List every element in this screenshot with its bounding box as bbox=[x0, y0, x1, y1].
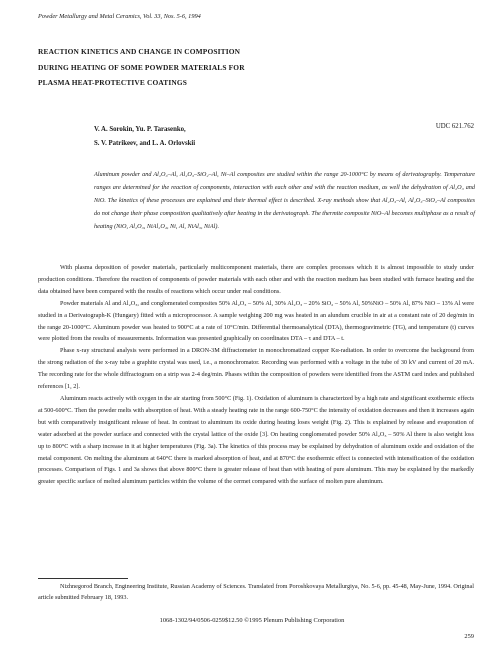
author-line: S. V. Patrikeev, and L. A. Orlovskii bbox=[94, 139, 196, 147]
title-line: PLASMA HEAT-PROTECTIVE COATINGS bbox=[38, 78, 188, 87]
copyright-line: 1068-1302/94/0506-0259$12.50 ©1995 Plenum Publishing Corporation bbox=[159, 617, 345, 624]
abstract: Aluminum powder and Al₂O₃–Al, Al₂O₃–SiO₂–Al, Ni–Al composites are studied within the range 20-1000°C by means of derivatography. Temperature ranges are determined for the reaction of components, interaction with each other and with the reaction medium, as well the dehydration of Al₂O₃ and NiO. The kinetics of these processes are explained and their thermal effect is described. X-ray methods show that Al₂O₃–Al, Al₂O₃–SiO₂–Al composites do not change their phase composition qualitatively after heating in the derivatograph. The thermite composite NiO–Al becomes multiphase as a result of heating (NiO, Al₂O₃, NiAl₂O₄, Ni, Al, NiAl₃, NiAl). bbox=[94, 171, 475, 231]
body-text bbox=[38, 262, 474, 488]
title-line: REACTION KINETICS AND CHANGE IN COMPOSITION bbox=[38, 47, 241, 56]
page-number: 259 bbox=[464, 633, 474, 640]
journal-header: Powder Metallurgy and Metal Ceramics, Vol. 33, Nos. 5-6, 1994 bbox=[38, 13, 201, 20]
footnote-rule bbox=[38, 578, 128, 579]
author-line: V. A. Sorokin, Yu. P. Tarasenko, bbox=[94, 126, 186, 133]
authors bbox=[94, 123, 195, 151]
udc-code: UDC 621.762 bbox=[435, 123, 474, 130]
article-title bbox=[38, 44, 245, 91]
footnote: Nizhnegorod Branch, Engineering Institute, Russian Academy of Sciences. Translated from Poroshkovaya Metallurgiya, No. 5-6, pp. 45-48, May-June, 1994. Original article submitted February 18, 1993. bbox=[38, 583, 474, 602]
paragraph: Phase x-ray structural analysis were performed in a DRON-3M diffractometer in monochromatized copper Kα-radiation. In order to overcome the background from the strong radiation of the x-ray tube a graphite crystal was used, i.e., a monochromator. Recording was performed with a voltage in the tube of 30 kV and current of 20 mA. The recording rate for the whole diffractogram on a strip was 2-4 deg/min. Phases within the composition of powders were identified from the ASTM card index and published references [1, 2]. bbox=[38, 347, 474, 391]
paragraph: With plasma deposition of powder materials, particularly multicomponent materials, there are complex processes which it is almost impossible to study under production conditions. Therefore the reaction of components of powder materials with each other and with the reaction medium has been studied with furnace heating and the data obtained have been compared with the results of reactions which occur under real conditions. bbox=[38, 264, 474, 295]
paragraph: Aluminum reacts actively with oxygen in the air starting from 500°C (Fig. 1). Oxidation of aluminum is characterized by a high rate and significant exothermic effects at 500-600°C. Then the powder melts with absorption of heat. With a steady heating rate in the range 600-750°C the intensity of oxidation decreases and then it increases again but with comparatively insignificant release of heat. In contrast to aluminum its oxide during heating loses weight (Fig. 2). This is explained by release and evaporation of water adsorbed at the powder surface and connected with the crystal lattice of the oxide [3]. On heating conglomerated powder 50% Al₂O₃ – 50% Al there is also weight loss up to 800°C with a sharp increase in it at higher temperatures (Fig. 3a). The kinetics of this process may be explained by dehydration of aluminum oxide and oxidation of the metal component. On melting the aluminum at 640°C there is marked absorption of heat, and at 870°C the exothermic effect is connected with intensification of the oxidation processes. Comparison of Figs. 1 and 3a shows that above 800°C there is greater release of heat than with heating of pure aluminum. This may be explained by the markedly greater specific surface of melted aluminum particles within the volume of the cermet compared with the surface of molten pure aluminum. bbox=[38, 394, 474, 486]
title-line: DURING HEATING OF SOME POWDER MATERIALS FOR bbox=[38, 62, 245, 72]
paragraph: Powder materials Al and Al₂O₃, and conglomerated composites 50% Al₂O₃ – 50% Al, 30% Al₂O₃ – 20% SiO₂ – 50% Al, 50%NiO – 50% Al, 87% NiO – 13% Al were studied in a Derivatograph-K (Hungary) fitted with a microprocessor. A sample weighing 200 mg was heated in an alundum crucible in air at a constant rate of 20 deg/min in the range 20-1000°C. Aluminum powder was heated to 900°C at a rate of 10°C/min. Differential thermoanalytical (DTA), thermogravimetric (TG), and temperature (t) curves were plotted from the results of measurements. Information was presented graphically on coordinates DTA – τ and DTA – t. bbox=[38, 299, 474, 343]
